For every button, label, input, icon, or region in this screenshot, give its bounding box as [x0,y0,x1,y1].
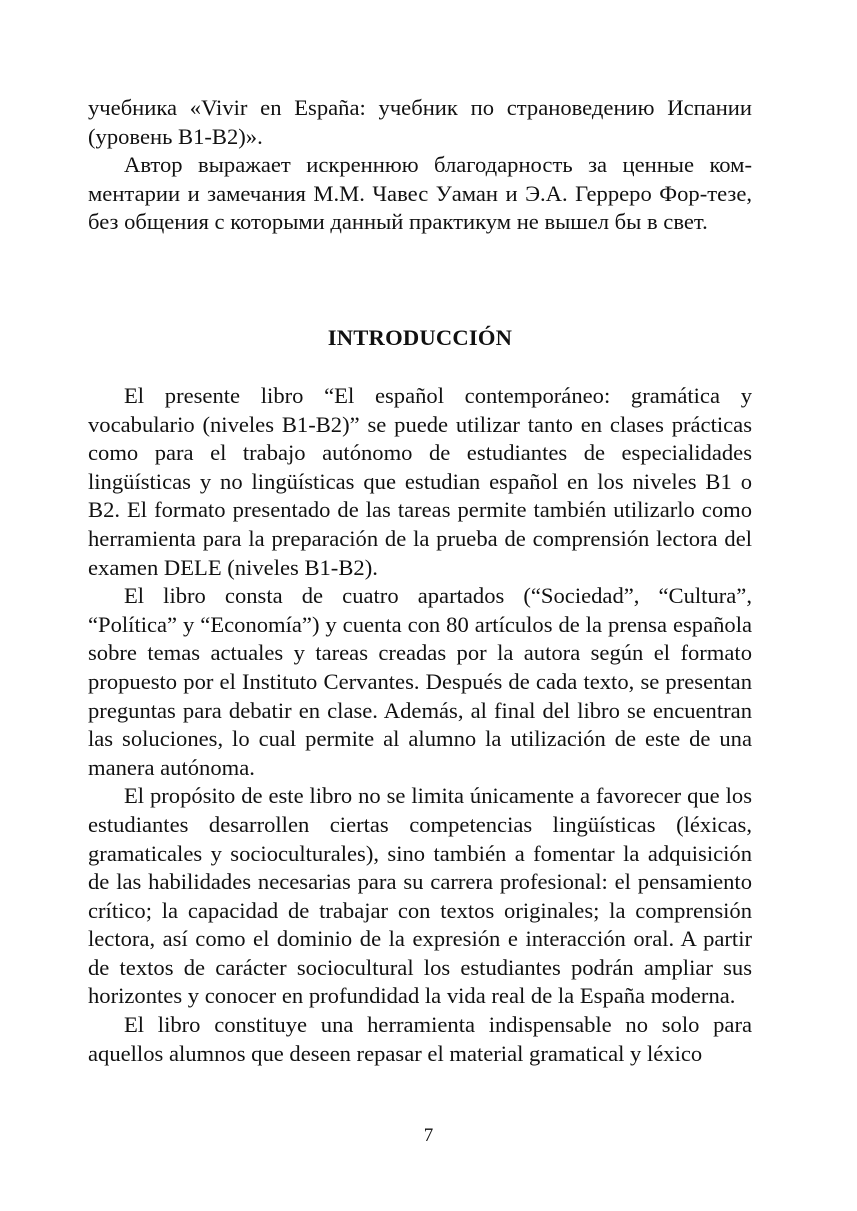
introduction-paragraph-3: El propósito de este libro no se limita únicamente a favorecer que los estudiantes desarrollen ciertas competencias lingüísticas (léxicas, gramaticales y socioculturales), sino también a fomentar la adquisición de las habilidades necesarias para su carrera profesional: el pensamiento crítico; la capacidad de trabajar con textos originales; la comprensión lectora, así como el dominio de la expresión e interacción oral. A partir de textos de carácter sociocultural los estudiantes podrán ampliar sus horizontes y conocer en profundidad la vida real de la España moderna. [88,783,752,1009]
preface-continuation-paragraph: учебника «Vivir en España: учебник по страноведению Испании (уровень B1-B2)». [88,95,752,149]
page-number: 7 [423,1125,434,1146]
introduction-paragraph-4: El libro constituye una herramienta indispensable no solo para aquellos alumnos que deseen repasar el material gramatical y léxico [88,1012,752,1066]
introduction-paragraph-2: El libro consta de cuatro apartados (“Sociedad”, “Cultura”, “Política” y “Economía”) y cuenta con 80 artículos de la prensa española sobre temas actuales y tareas creadas por la autora según el formato propuesto por el Instituto Cervantes. Después de cada texto, se presentan preguntas para debatir en clase. Además, al final del libro se encuentran las soluciones, lo cual permite al alumno la utilización de este de una manera autónoma. [88,583,752,780]
introduction-heading: INTRODUCCIÓN [327,325,513,350]
introduction-paragraph-1: El presente libro “El español contemporáneo: gramática y vocabulario (niveles B1-B2)” se puede utilizar tanto en clases prácticas como para el trabajo autónomo de estudiantes de especialidades lingüísticas y no lingüísticas que estudian español en los niveles B1 o B2. El formato presentado de las tareas permite también utilizarlo como herramienta para la preparación de la prueba de comprensión lectora del examen DELE (niveles B1-B2). [88,383,752,580]
acknowledgement-paragraph: Автор выражает искреннюю благодарность за ценные ком-ментарии и замечания М.М. Чавес Уаман и Э.А. Герреро Фор-тезе, без общения с которыми данный практикум не вышел бы в свет. [88,152,752,235]
introduction-body [88,382,752,1068]
